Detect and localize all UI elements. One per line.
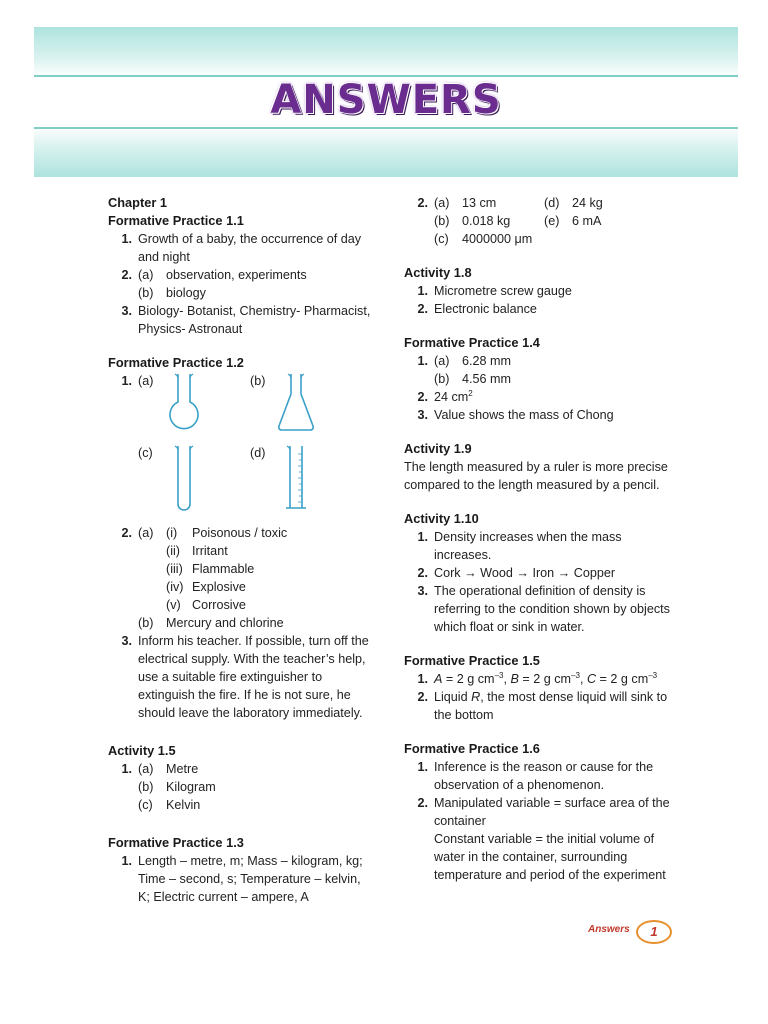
page-footer [586,918,672,944]
activity-1-9 [404,440,672,494]
activity-1-10 [404,510,672,636]
sub-label: (b) [434,214,450,228]
header-banner [34,27,738,177]
page-number: 1 [636,920,672,944]
answer-item [108,302,373,338]
sub-text: biology [166,286,206,300]
answer-item [404,582,672,636]
answer-item [404,388,672,406]
sub-text: 13 cm [462,196,497,210]
item-text: Biology- Botanist, Chemistry- Pharmacist, Physics- Astronaut [138,304,371,336]
item-text [434,670,672,688]
answer-item [108,760,373,814]
item-number: 2. [417,196,428,210]
section-heading: Formative Practice 1.6 [404,741,540,756]
sub-text: 4.56 mm [462,372,511,386]
item-number: 1. [417,530,428,544]
diagram-label: (a) [138,374,154,388]
test-tube-icon [164,444,204,514]
item-number: 2. [121,268,132,282]
item-number: 2. [417,302,428,316]
item-number: 3. [417,408,428,422]
section-heading: Activity 1.8 [404,265,472,280]
superscript: –3 [571,670,580,680]
apparatus-d [250,444,362,516]
formative-practice-1-4 [404,334,672,424]
sub-label: (iv) [166,580,184,594]
item-number: 2. [121,526,132,540]
answer-item [404,282,672,300]
diagram-label: (b) [250,374,266,388]
variable: C [586,672,597,686]
sub-text: Kilogram [166,780,216,794]
formative-practice-1-1 [108,194,373,338]
answer-item [404,564,672,582]
section-heading: Formative Practice 1.4 [404,335,540,350]
section-heading: Activity 1.9 [404,441,472,456]
sub-text: Metre [166,762,199,776]
sub-text: Poisonous / toxic [192,526,288,540]
item-number: 2. [417,690,428,704]
item-number: 2. [417,796,428,810]
banner-divider-bottom [34,127,738,129]
text-part: Liquid [434,690,472,704]
item-text: Growth of a baby, the occurrence of day and night [138,232,362,264]
sub-label: (ii) [166,544,180,558]
sub-text: 4000000 μm [462,232,533,246]
answer-item [404,194,672,248]
answer-item [404,794,672,884]
formative-practice-1-3-continued [404,194,672,248]
sub-label: (b) [138,780,154,794]
measuring-cylinder-icon [276,444,316,514]
item-number: 1. [417,672,428,686]
sub-label: (iii) [166,562,183,576]
sub-label: (v) [166,598,181,612]
left-column [108,194,373,922]
answer-item [404,406,672,424]
item-number: 2. [417,390,428,404]
paragraph-text: The length measured by a ruler is more precise compared to the length measured by a pencil. [404,460,668,492]
sub-text: 6 mA [572,214,602,228]
sub-text: 6.28 mm [462,354,511,368]
apparatus-a [138,372,250,444]
item-text: Value shows the mass of Chong [434,408,614,422]
area-value: 24 cm [434,390,469,404]
sub-text: 0.018 kg [462,214,511,228]
formative-practice-1-6 [404,740,672,884]
item-number: 1. [121,854,132,868]
sub-label: (a) [138,268,154,282]
density-value: = 2 g cm [442,672,495,686]
formative-practice-1-5 [404,652,672,724]
chapter-heading: Chapter 1 [108,195,168,210]
sub-label: (e) [544,214,560,228]
item-number: 3. [121,634,132,648]
item-text: The operational definition of density is referring to the condition shown by objects which float or sink in water. [434,584,670,634]
right-column [404,194,672,900]
sub-text: Mercury and chlorine [166,616,284,630]
item-text: Constant variable = the initial volume of water in the container, surrounding temperature and period of the experiment [434,832,666,882]
activity-1-5 [108,742,373,814]
item-number: 1. [121,762,132,776]
diagram-label: (c) [138,446,153,460]
item-number: 1. [121,374,132,388]
variable: R [471,690,481,704]
answer-item [108,372,373,516]
answer-item [108,632,373,722]
variable: A [434,672,443,686]
page-title: ANSWERS [270,77,502,123]
sub-label: (c) [434,232,449,246]
item-text: Manipulated variable = surface area of the container [434,796,670,828]
separator: , [503,672,511,686]
item-text: Electronic balance [434,302,537,316]
sub-text: Flammable [192,562,255,576]
formative-practice-1-3 [108,834,373,906]
sub-text: Explosive [192,580,246,594]
sub-label: (a) [138,762,154,776]
sub-label: (b) [138,616,154,630]
section-heading: Formative Practice 1.2 [108,355,244,370]
conical-flask-icon [276,372,316,438]
item-text: Inference is the reason or cause for the observation of a phenomenon. [434,760,654,792]
sub-text: Irritant [192,544,228,558]
item-text: Density increases when the mass increases. [434,530,622,562]
sub-label: (b) [138,286,154,300]
answer-item [404,528,672,564]
answer-item [404,300,672,318]
item-text: Micrometre screw gauge [434,284,572,298]
item-text [434,388,672,406]
item-number: 3. [121,304,132,318]
separator: , [579,672,587,686]
item-text [434,688,672,724]
sub-label: (a) [434,196,450,210]
density-value: = 2 g cm [518,672,572,686]
density-value: = 2 g cm [596,672,649,686]
diagram-label: (d) [250,446,266,460]
item-number: 3. [417,584,428,598]
superscript: –3 [494,670,504,680]
apparatus-diagrams [138,372,373,516]
round-bottom-flask-icon [164,372,204,438]
sub-label: (i) [166,526,178,540]
item-text: Length – metre, m; Mass – kilogram, kg; Time – second, s; Temperature – kelvin, K; Electric current – ampere, A [138,854,363,904]
section-heading: Formative Practice 1.1 [108,213,244,228]
sub-label: (c) [138,798,153,812]
item-number: 1. [417,354,428,368]
sub-text: 24 kg [572,196,603,210]
section-heading: Formative Practice 1.5 [404,653,540,668]
answer-item [108,230,373,266]
section-heading: Formative Practice 1.3 [108,835,244,850]
sub-text: Kelvin [166,798,201,812]
item-number: 1. [417,760,428,774]
text-part: , the most dense liquid will sink to the bottom [434,690,668,722]
item-text: Inform his teacher. If possible, turn off the electrical supply. With the teacher’s help, use a suitable fire extinguisher to extinguish the fire. If he is not sure, he should leave the laboratory immediately. [138,634,369,720]
activity-1-8 [404,264,672,318]
answer-item [404,688,672,724]
superscript: 2 [468,388,473,398]
sub-text: Corrosive [192,598,246,612]
item-text: Cork → Wood → Iron → Copper [434,566,616,580]
sub-label: (a) [138,526,154,540]
answer-item [404,758,672,794]
variable: B [510,672,519,686]
section-heading: Activity 1.10 [404,511,479,526]
answer-item [108,852,373,906]
superscript: –3 [648,670,658,680]
sub-label: (b) [434,372,450,386]
answer-item [404,670,672,688]
item-number: 1. [121,232,132,246]
item-number: 1. [417,284,428,298]
sub-text: observation, experiments [166,268,307,282]
formative-practice-1-2 [108,354,373,722]
item-number: 2. [417,566,428,580]
answer-item [404,352,672,388]
apparatus-b [250,372,362,444]
sub-label: (a) [434,354,450,368]
apparatus-c [138,444,250,516]
sub-label: (d) [544,196,560,210]
answer-item [108,524,373,632]
section-heading: Activity 1.5 [108,743,176,758]
footer-label: Answers [588,924,630,935]
answer-item [108,266,373,302]
